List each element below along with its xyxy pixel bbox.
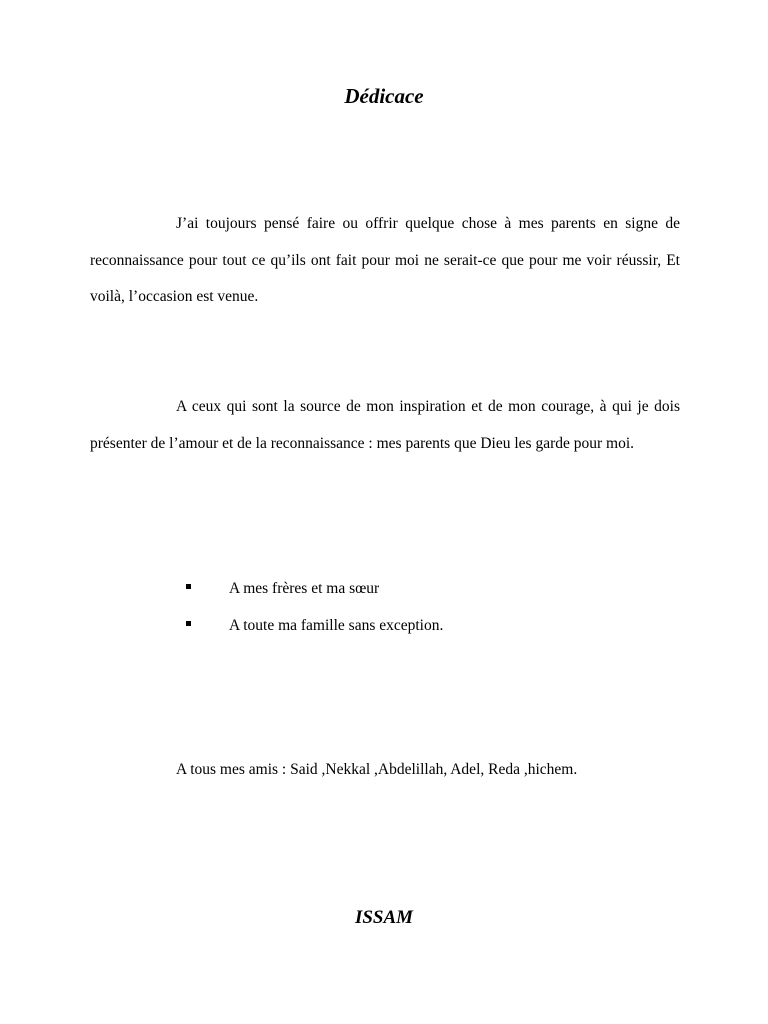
list-item-text: A mes frères et ma sœur xyxy=(229,580,380,597)
friends-line: A tous mes amis : Said ,Nekkal ,Abdelillah, Adel, Reda ,hichem. xyxy=(176,761,578,778)
inspiration-paragraph: A ceux qui sont la source de mon inspiration et de mon courage, à qui je dois présenter de l’amour et de la reconnaissance : mes parents que Dieu les garde pour moi. xyxy=(90,398,680,452)
square-bullet-icon xyxy=(186,621,191,626)
list-item xyxy=(183,607,443,644)
list-item xyxy=(183,570,443,607)
dedication-list xyxy=(183,570,443,644)
author-signature: ISSAM xyxy=(354,907,414,928)
parents-paragraph: J’ai toujours pensé faire ou offrir quelque chose à mes parents en signe de reconnaissance pour tout ce qu’ils ont fait pour moi ne serait-ce que pour me voir réussir, Et voilà, l’occasion est venue. xyxy=(90,215,680,305)
dedication-title: Dédicace xyxy=(344,84,424,108)
square-bullet-icon xyxy=(186,584,191,589)
list-item-text: A toute ma famille sans exception. xyxy=(229,617,444,634)
